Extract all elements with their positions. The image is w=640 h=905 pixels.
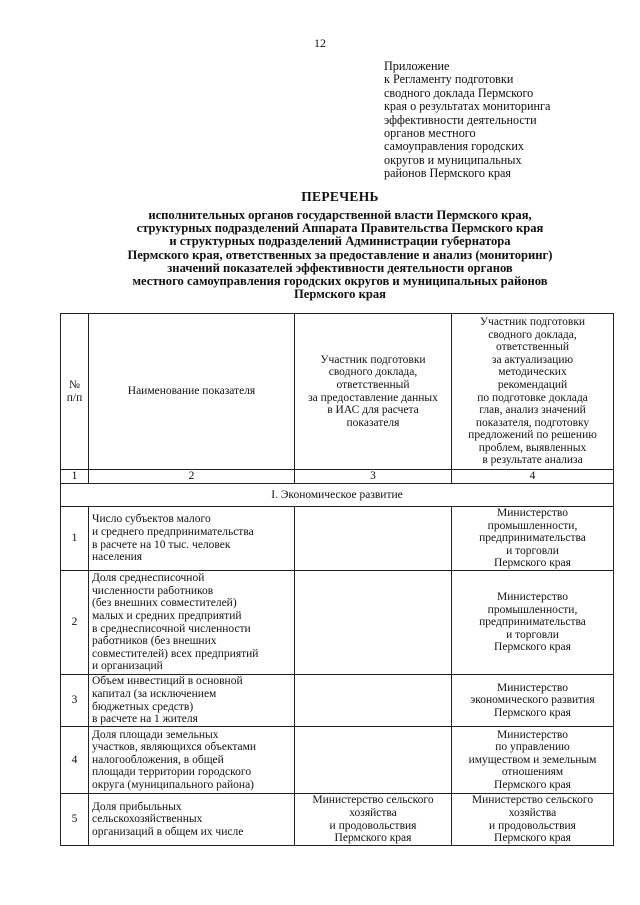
appendix-line: самоуправления городских <box>384 139 524 154</box>
ias-participant <box>295 571 452 675</box>
table-row <box>61 571 614 675</box>
appendix-line: края о результатах мониторинга <box>384 99 551 114</box>
ias-participant <box>295 507 452 571</box>
indicators-table <box>60 313 614 846</box>
subtitle-line: Пермского края, ответственных за предоставление и анализ (мониторинг) <box>127 247 553 262</box>
appendix-line: к Регламенту подготовки <box>384 72 514 87</box>
table-row <box>61 794 614 846</box>
document-title: ПЕРЕЧЕНЬ <box>301 189 379 204</box>
header-ias: Участник подготовки сводного доклада, ответственный за предоставление данных в ИАС для расчета показателя <box>295 314 452 470</box>
ias-participant: Министерство сельского хозяйства и продовольствия Пермского края <box>295 794 452 846</box>
responsible-participant: Министерство сельского хозяйства и продовольствия Пермского края <box>452 794 614 846</box>
header-responsible: Участник подготовки сводного доклада, ответственный за актуализацию методических рекомендаций по подготовке доклада глав, анализ значений показателя, подготовку предложений по решению проблем, выявленных в результате анализа <box>452 314 614 470</box>
appendix-line: эффективности деятельности <box>384 112 537 127</box>
ias-participant <box>295 727 452 794</box>
indicator-name: Доля площади земельных участков, являющихся объектами налогообложения, в общей площади территории городского округа (муниципального района) <box>89 727 295 794</box>
subtitle-line: исполнительных органов государственной власти Пермского края, <box>148 208 532 222</box>
subtitle-line: и структурных подразделений Администрации губернатора <box>169 234 511 249</box>
indicator-name: Число субъектов малого и среднего предпринимательства в расчете на 10 тыс. человек населения <box>89 507 295 571</box>
appendix-line: округов и муниципальных <box>384 152 522 167</box>
header-name: Наименование показателя <box>89 314 295 470</box>
subtitle-line: местного самоуправления городских округов и муниципальных районов <box>132 274 548 289</box>
subtitle-line: Пермского края <box>294 287 386 302</box>
section-row <box>61 484 614 507</box>
row-number: 3 <box>61 675 89 727</box>
appendix-line: сводного доклада Пермского <box>384 85 534 100</box>
column-number: 3 <box>295 470 452 484</box>
table-row <box>61 727 614 794</box>
appendix-line: районов Пермского края <box>384 166 512 181</box>
section-title: I. Экономическое развитие <box>61 484 614 507</box>
subtitle-line: значений показателей эффективности деятельности органов <box>167 260 513 275</box>
header-num: № п/п <box>61 314 89 470</box>
row-number: 2 <box>61 571 89 675</box>
page-number: 12 <box>314 36 326 50</box>
row-number: 5 <box>61 794 89 846</box>
subtitle-line: структурных подразделений Аппарата Правительства Пермского края <box>136 221 544 236</box>
ias-participant <box>295 675 452 727</box>
appendix-line: органов местного <box>384 126 476 141</box>
responsible-participant: Министерство промышленности, предпринимательства и торговли Пермского края <box>452 571 614 675</box>
indicator-name: Доля среднесписочной численности работников (без внешних совместителей) малых и средних предприятий в среднесписочной численности работников (без внешних совместителей) всех предприятий и организаций <box>89 571 295 675</box>
row-number: 4 <box>61 727 89 794</box>
table-header-row <box>61 314 614 470</box>
column-number: 4 <box>452 470 614 484</box>
document-subtitle <box>0 209 640 301</box>
column-numbers-row <box>61 470 614 484</box>
responsible-participant: Министерство промышленности, предпринимательства и торговли Пермского края <box>452 507 614 571</box>
indicator-name: Объем инвестиций в основной капитал (за исключением бюджетных средств) в расчете на 1 жителя <box>89 675 295 727</box>
responsible-participant: Министерство экономического развития Пермского края <box>452 675 614 727</box>
appendix-line: Приложение <box>384 59 450 73</box>
indicator-name: Доля прибыльных сельскохозяйственных организаций в общем их числе <box>89 794 295 846</box>
column-number: 2 <box>89 470 295 484</box>
table-row <box>61 507 614 571</box>
table-row <box>61 675 614 727</box>
responsible-participant: Министерство по управлению имуществом и земельным отношениям Пермского края <box>452 727 614 794</box>
column-number: 1 <box>61 470 89 484</box>
row-number: 1 <box>61 507 89 571</box>
appendix-note <box>384 60 614 181</box>
